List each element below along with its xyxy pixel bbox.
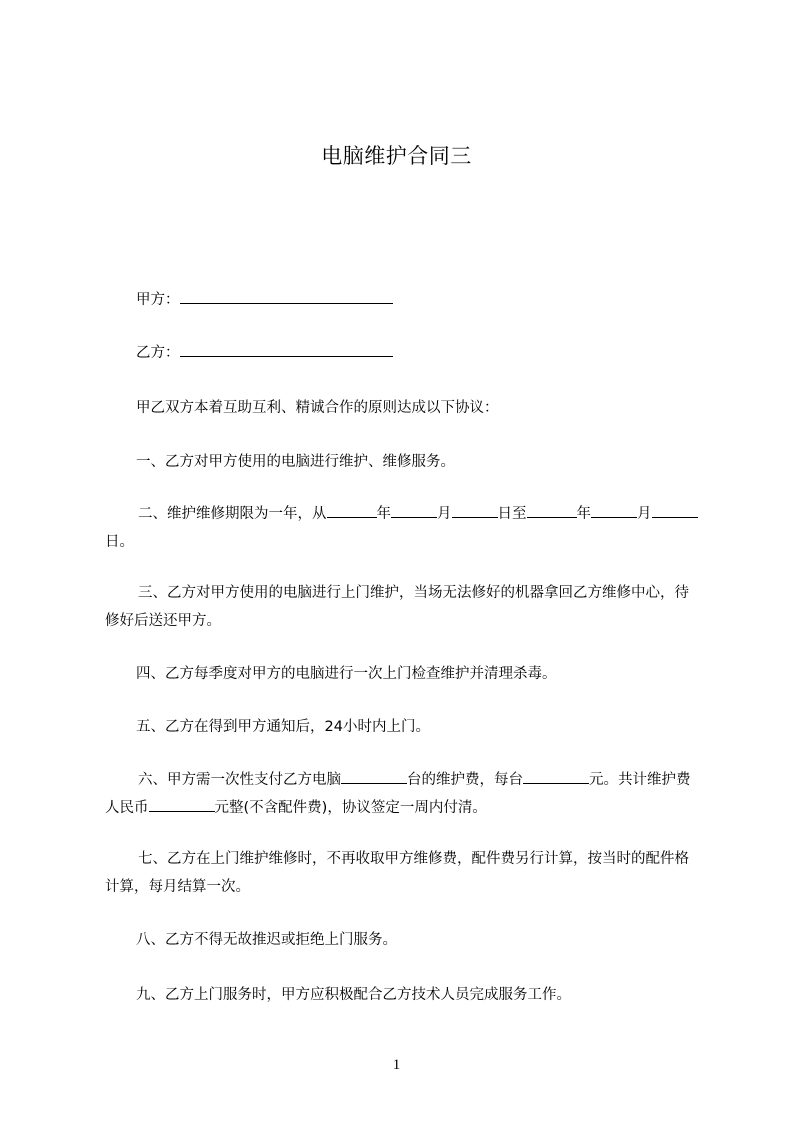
unit-fee-blank[interactable]	[523, 769, 589, 784]
clause-9: 九、乙方上门服务时，甲方应积极配合乙方技术人员完成服务工作。	[136, 987, 571, 1003]
clause-3: 三、乙方对甲方使用的电脑进行上门维护，当场无法修好的机器拿回乙方维修中心，待修好后送还甲方。	[105, 585, 689, 629]
clause-2-day-1: 日至	[497, 506, 527, 522]
clause-2-year-2: 年	[576, 506, 591, 522]
end-year-blank[interactable]	[527, 503, 577, 518]
clause-2-month-2: 月	[637, 506, 652, 522]
clause-2-month-1: 月	[437, 506, 452, 522]
party-b-blank[interactable]	[180, 342, 393, 357]
end-month-blank[interactable]	[591, 503, 637, 518]
party-a-label: 甲方：	[136, 292, 180, 308]
clause-6-part-3: 元。共计维护费人民币	[105, 772, 691, 816]
clause-8: 八、乙方不得无故推迟或拒绝上门服务。	[136, 932, 397, 948]
page-number: 1	[392, 1057, 401, 1073]
start-month-blank[interactable]	[391, 503, 437, 518]
party-a-blank[interactable]	[180, 289, 393, 304]
clause-5: 五、乙方在得到甲方通知后，24小时内上门。	[136, 719, 430, 735]
clause-1: 一、乙方对甲方使用的电脑进行维护、维修服务。	[136, 454, 455, 470]
page-title: 电脑维护合同三	[321, 144, 472, 168]
clause-4: 四、乙方每季度对甲方的电脑进行一次上门检查维护并清理杀毒。	[136, 666, 557, 682]
clause-7: 七、乙方在上门维护维修时，不再收取甲方维修费，配件费另行计算，按当时的配件格计算，每月结算一次。	[105, 851, 689, 895]
start-year-blank[interactable]	[327, 503, 377, 518]
clause-6-part-4: 元整(不含配件费)，协议签定一周内付清。	[214, 800, 487, 816]
clause-6	[105, 766, 701, 822]
clause-2-prefix: 二、维护维修期限为一年，从	[138, 506, 327, 522]
party-b-label: 乙方：	[136, 345, 180, 361]
end-day-blank[interactable]	[652, 503, 698, 518]
clause-2-year-1: 年	[376, 506, 391, 522]
intro-paragraph: 甲乙双方本着互助互利、精诚合作的原则达成以下协议：	[136, 400, 499, 416]
clause-2-day-2: 日。	[105, 534, 134, 550]
clause-2	[105, 500, 701, 556]
party-b-line	[105, 339, 701, 367]
start-day-blank[interactable]	[452, 503, 498, 518]
party-a-line	[105, 286, 701, 314]
computer-count-blank[interactable]	[341, 769, 407, 784]
total-fee-blank[interactable]	[149, 797, 215, 812]
clause-6-prefix: 六、甲方需一次性支付乙方电脑	[138, 772, 341, 788]
clause-6-part-2: 台的维护费，每台	[407, 772, 523, 788]
